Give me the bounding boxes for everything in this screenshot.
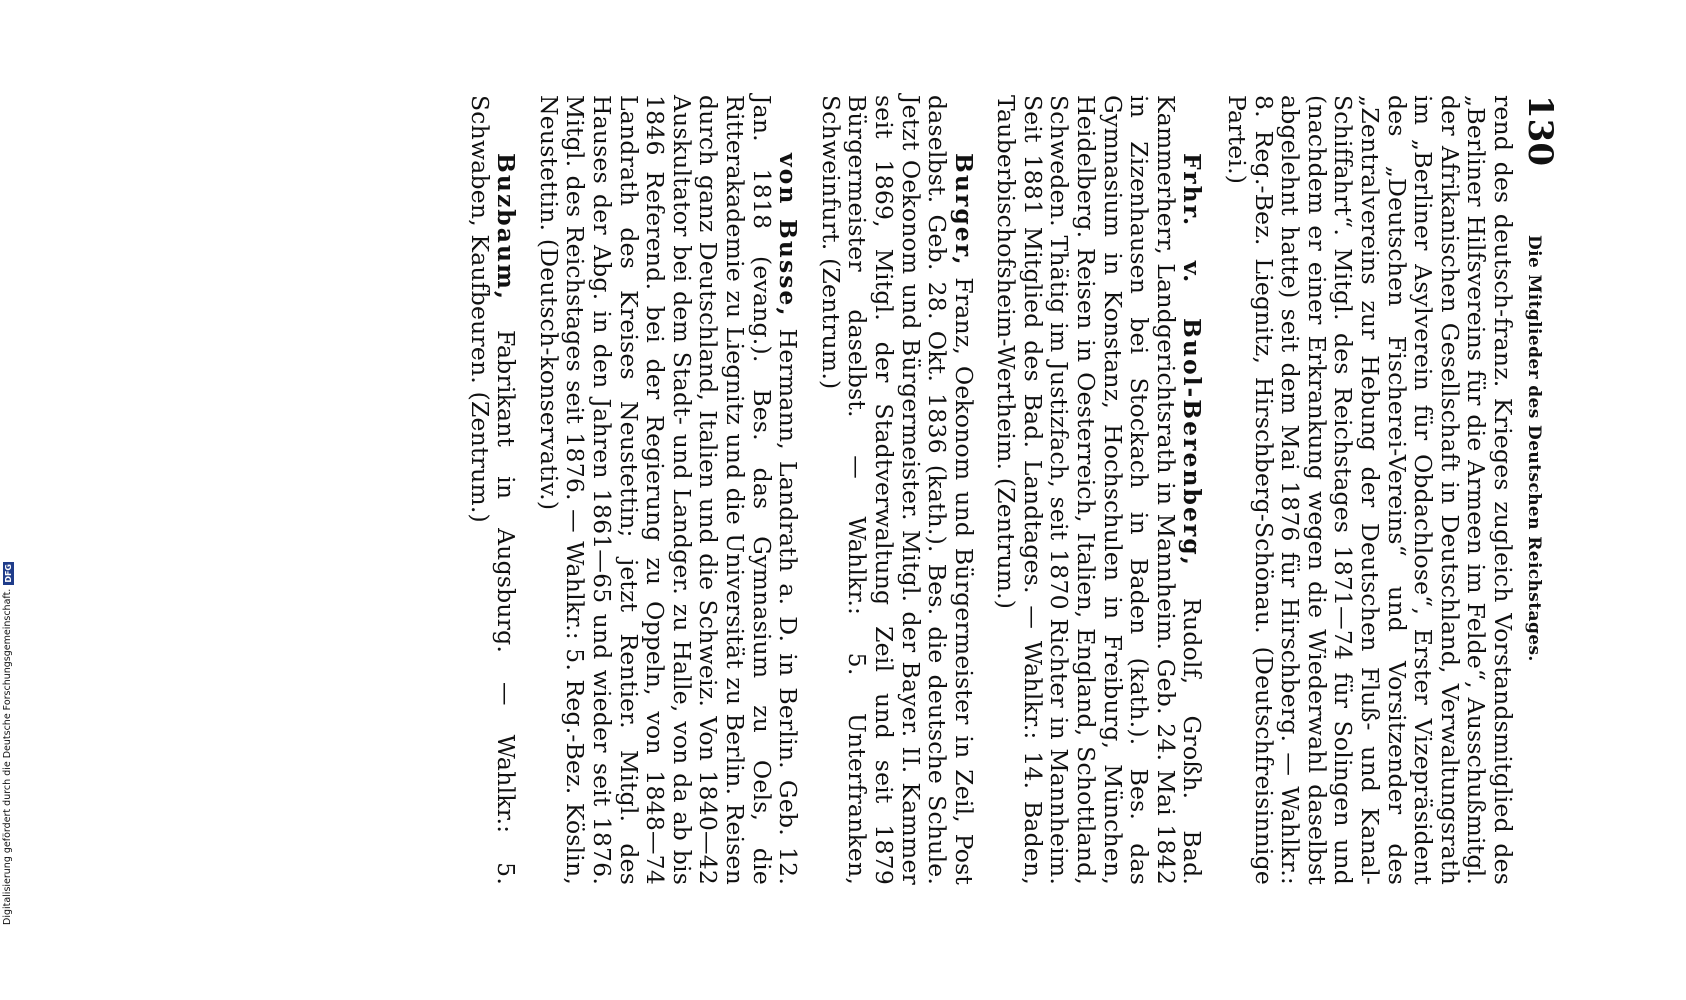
credit-text: Digitalisierung gefördert durch die Deutsche Forschungsgemeinschaft. <box>2 588 13 925</box>
entry-text: rend des deutsch-franz. Krieges zugleich Vorstandsmitglied des „Berliner Hilfsvereins für die Armeen im Felde“, Ausschußmitgl. der Afrikanischen Gesellschaft in Deutschland, Verwaltungsrath im „Berliner Asylverein für Obdachlose“, Erster Vizepräsident des „Deutschen Fischerei-Vereins“ und Vorsitzender des „Zentralvereins zur Hebung der Deutschen Fluß- und Kanal-Schiffahrt“. Mitgl. des Reichstages 1871—74 für Solingen und (nachdem er einer Erkrankung wegen die Wiederwahl daselbst abgelehnt hatte) seit dem Mai 1876 für Hirschberg. — Wahlkr.: 8. Reg.-Bez. Liegnitz, Hirschberg-Schönau. (Deutschfreisinnige Partei.) <box>1223 95 1517 885</box>
entry-text: Rudolf, Großh. Bad. Kammerherr, Landgerichtsrath in Mannheim. Geb. 24. Mai 1842 in Zizenhausen bei Stockach in Baden (kath.). Bes. das Gymnasium in Konstanz, Hochschulen in Freiburg, München, Heidelberg. Reisen in Oesterreich, Italien, England, Schottland, Schweden. Thätig im Justizfach, seit 1870 Richter in Mannheim. Seit 1881 Mitglied des Bad. Landtages. — Wahlkr.: 14. Baden, Tauberbischofsheim-Wertheim. (Zentrum.) <box>992 95 1207 885</box>
running-head: Die Mitglieder des Deutschen Reichstages. <box>1524 235 1544 662</box>
entry-name: Frhr. v. Buol-Berenberg, <box>1178 153 1207 567</box>
entry-text: Franz, Oekonom und Bürgermeister in Zeil, Post daselbst. Geb. 28. Okt. 1836 (kath.). Bes. die deutsche Schule. Jetzt Oekonom und Bürgermeister. Mitgl. der Bayer. II. Kammer seit 1869, Mitgl. der Stadtverwaltung Zeil und seit 1879 Bürgermeister daselbst. — Wahlkr.: 5. Unterfranken, Schweinfurt. (Zentrum.) <box>816 95 978 886</box>
page-number: 130 <box>1520 95 1560 166</box>
entry-name: Buzbaum, <box>492 153 521 302</box>
entry-buol-berenberg <box>993 95 1206 885</box>
entry-continuation <box>1223 95 1516 885</box>
entry-buzbaum <box>466 95 519 885</box>
entry-text: Hermann, Landrath a. D. in Berlin. Geb. 12. Jan. 1818 (evang.). Bes. das Gymnasium zu Oels, die Ritterakademie zu Liegnitz und die Universität zu Berlin. Reisen durch ganz Deutschland, Italien und die Schweiz. Von 1840—42 Auskultator bei dem Stadt- und Landger. zu Halle, von da ab bis 1846 Referend. bei der Regierung zu Oppeln, von 1848—74 Landrath des Kreises Neustettin; jetzt Rentier. Mitgl. des Hauses der Abg. in den Jahren 1861—65 und wieder seit 1876. Mitgl. des Reichstages seit 1876. — Wahlkr.: 5. Reg.-Bez. Köslin, Neustettin. (Deutsch-konservativ.) <box>534 95 803 885</box>
dfg-logo-icon: DFG <box>3 564 13 583</box>
digitization-credit <box>2 565 14 925</box>
page-header <box>1520 95 1560 885</box>
entry-name: Burger, <box>949 153 978 267</box>
entry-name: von Busse, <box>774 153 803 318</box>
rotated-book-page <box>140 95 1560 885</box>
entry-burger <box>817 95 977 885</box>
entry-busse <box>535 95 801 885</box>
entry-text: Fabrikant in Augsburg. — Wahlkr.: 5. Schwaben, Kaufbeuren. (Zentrum.) <box>465 95 521 885</box>
